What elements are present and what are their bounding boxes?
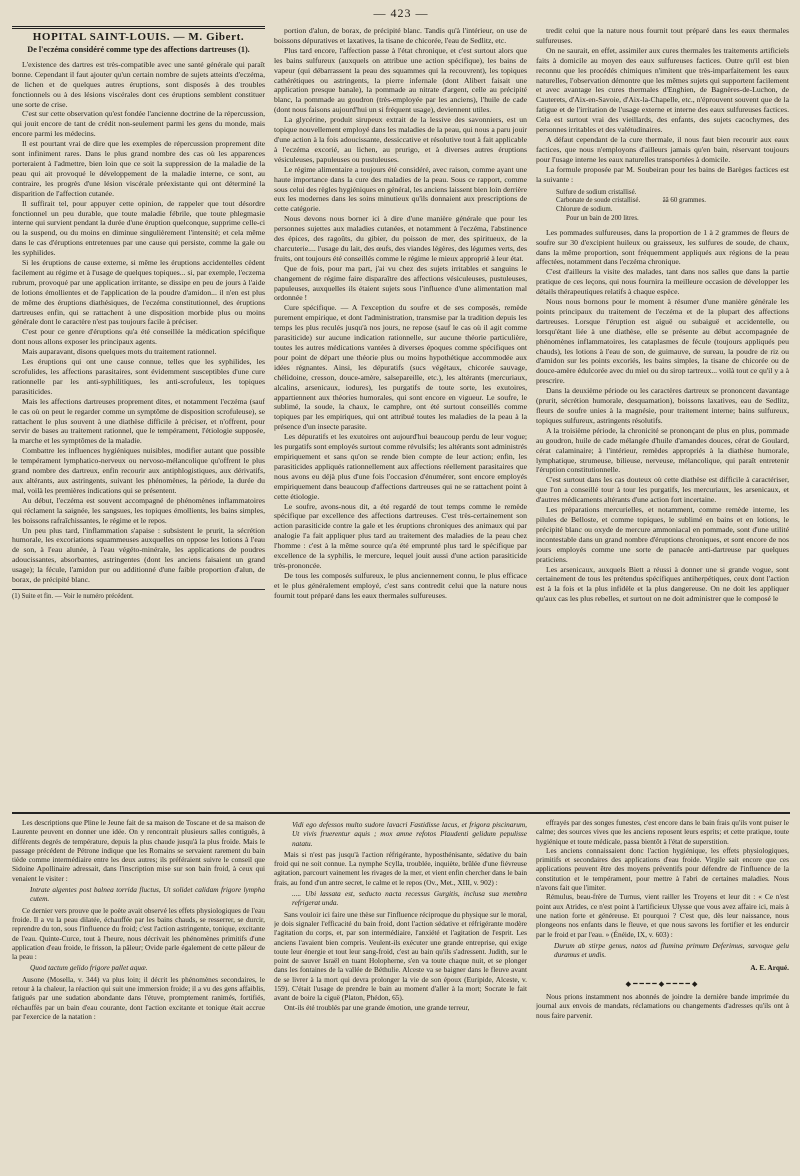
recipe-item: Chlorure de sodium. — [556, 206, 613, 214]
paragraph: tredit celui que la nature nous fournit tout préparé dans les eaux thermales sulfureuses. — [536, 26, 789, 45]
paragraph: De tous les composés sulfureux, le plus anciennement connu, le plus efficace et le plus généralement employé, c'est sans contredit celui que la nature nous fournit tout préparé dans les eaux thermales sulfureuses. — [274, 570, 527, 600]
paragraph: Cure spécifique. — A l'exception du soufre et de ses composés, remède purement empirique, et dont l'administration, transmise par la tradition depuis les temps les plus reculés jusqu'à nos jours, ne repose (sauf le cas où il agit comme parasiticide) sur aucune indication rationnelle, sur aucune théorie particulière, toutes les autres médications vantées à diverses époques comme spécifiques ont pour point de départ une théorie plus ou moins hypothétique accommodée aux idées régnantes. Ainsi, les dépuratifs (sucs végétaux, chicorée sauvage, chélidoine, cresson, douce-amère, salsepareille, etc.), les altérants (mercuriaux, alcalins, arsenicaux, iodures), les purgatifs de toute sorte, les exutoires, appartiennent aux théories humorales, qui sont encore en vigueur. Le soufre, le sublimé, la soude, la chaux, le camphre, ont été surtout conseillés comme topiques par les empiriques, qui ont attribué toutes les maladies de la peau à la présence d'un insecte parasite. — [274, 303, 527, 432]
paragraph: Nous nous bornons pour le moment à résumer d'une manière générale les points principaux du traitement de l'eczéma et de la plupart des affections dartreuses. Lorsque l'éruption est aiguë ou subaiguë et accidentelle, ou lorsqu'étant liée à une diathèse, elle se présente au début accompagnée de phénomènes inflammatoires, les cataplasmes de fécule (toujours appliqués peu chauds), les lotions à l'eau de son, de guimauve, de sureau, la poudre de riz ou d'amidon sur les points excoriés, les bains simples, la tisane de chicorée ou de douce-amère édulcorée avec du miel ou du sirop tartreux... voilà tout ce qu'il y a à prescrire. — [536, 297, 789, 386]
paragraph: Mais les affections dartreuses proprement dites, et notamment l'eczéma (sauf le cas où on peut le regarder comme un symptôme de disposition scrofuleuse), se rattachent le plus souvent à une diathèse difficile à préciser, et n'offrent, pour servir de bases au traitement rationnel, que le tempérament, l'étiologie supposée, la marche et les symptômes de la maladie. — [12, 396, 265, 446]
feuilleton-paragraph: effrayés par des songes funestes, c'est encore dans le bain frais qu'ils vont puiser le calme; des sources vives que les anciens reposent leurs esprits; et cette pratique, toute hygiénique et toute médicale, passa bientôt à l'état de superstition. — [536, 818, 789, 846]
footnote: (1) Suite et fin. — Voir le numéro précédent. — [12, 589, 265, 602]
paragraph: Il est pourtant vrai de dire que les exemples de répercussion proprement dite sont infiniment rares. Dans le plus grand nombre des cas où les apparences porteraient à l'admettre, bien loin que ce soit la suppression de la maladie de la peau qui ait provoqué le développement de la maladie interne, ce sont, au contraire, les progrès d'une lésion viscérale préexistante qui ont déterminé la disparition de l'affection cutanée. — [12, 139, 265, 198]
feuilleton-column-3 — [536, 818, 789, 1173]
author-signature: A. E. Arqué. — [750, 963, 789, 973]
feuilleton-columns — [12, 818, 790, 1173]
paragraph: C'est pour ce genre d'éruptions qu'a été conseillée la médication spécifique dont nous allons exposer les principaux agents. — [12, 327, 265, 347]
article-columns — [12, 26, 790, 806]
recipe-water: Pour un bain de 200 litres. — [566, 214, 639, 222]
paragraph: C'est sur cette observation qu'est fondée l'ancienne doctrine de la répercussion, qui jouit encore de tant de crédit non-seulement parmi les gens du monde, mais encore parmi les médecins. — [12, 109, 265, 139]
feuilleton-paragraph: Mais si n'est pas jusqu'à l'action réfrigérante, hyposthénisante, sédative du bain froid qui ne soit connue. La nymphe Scylla, troublée, inquiète, brûlée d'une fiévreuse agitation, parcourt vainement les rivages de la mer, et vient enfin chercher dans le bain frais, au fond d'un antre secret, le calme et le repos (Ov., Met., XIII, v. 902) : — [274, 849, 527, 887]
paragraph: C'est surtout dans les cas douteux où cette diathèse est difficile à caractériser, que l'on a conseillé tour à tour les purgatifs, les mercuriaux, les arsenicaux, et d'autres médicaments altérants d'une action fort incertaine. — [536, 475, 789, 505]
page-number: — 423 — — [373, 6, 429, 20]
paragraph: C'est d'ailleurs la visite des malades, tant dans nos salles que dans la partie pratique de ces leçons, qui nous fournira la meilleure occasion de développer les détails thérapeutiques relatifs à chaque espèce. — [536, 267, 789, 297]
paragraph: La glycérine, produit sirupeux extrait de la lessive des savonniers, est un topique nouvellement employé dans les maladies de la peau, qui nous a paru jouir d'une action à la fois adoucissante, dessiccative et résolutive tout à fait applicable à l'eczéma excorié, au lichen, au prurigo, et à diverses autres éruptions vésiculeuses, papuleuses ou pustuleuses. — [274, 115, 527, 164]
paragraph: portion d'alun, de borax, de précipité blanc. Tandis qu'à l'intérieur, on use de boissons dépuratives et laxatives, la tisane de chicorée, l'eau de Sedlitz, etc. — [274, 26, 527, 45]
column-3b-paragraphs — [536, 228, 789, 604]
feuilleton-column-1 — [12, 818, 265, 1173]
feuilleton-rule — [12, 812, 790, 814]
latin-verse: Intrate algentes post balnea torrida fluctus, Ut solidet calidam frigore lympha cutem. — [30, 885, 265, 904]
paragraph: La formule proposée par M. Soubeiran pour les bains de Barèges factices est la suivante : — [536, 164, 789, 184]
paragraph: Si les éruptions de cause externe, si même les éruptions accidentelles cèdent facilement au régime et à l'usage de quelques topiques... si, par exemple, l'eczema rubrum, provoqué par une application irritante, se dissipe en peu de jours à l'aide de lotions émollientes et de l'application de la poudre d'amidon... il n'en est plus de même des éruptions diathésiques, de l'eczéma constitutionnel, des éruptions dartreuses enfin, qui se rattachent à une disposition morbide plus ou moins générale dont le caractère n'est pas toujours facile à préciser. — [12, 258, 265, 327]
paragraph: Les dépuratifs et les exutoires ont aujourd'hui beaucoup perdu de leur vogue; les purgatifs sont employés surtout comme révulsifs; les altérants sont administrés empiriquement et sans qu'on se rende bien compte de leur action; enfin, les parasiticides appliqués rationnellement aux affections réellement parasitaires que nous avons eu déjà plus d'une fois l'occasion d'énumérer, sont encore employés empiriquement dans beaucoup d'affections dartreuses qui ne se rattachent point à cette étiologie. — [274, 432, 527, 501]
feuilleton-paragraph: Ont-ils été troublés par une grande émotion, une grande terreur, — [284, 1002, 470, 1012]
feuilleton-paragraph: Les descriptions que Pline le Jeune fait de sa maison de Toscane et de sa maison de Laurente peuvent en donner une idée. On y rencontrait plusieurs salles contiguës, à différents degrés de température, depuis la plus chaude jusqu'à la plus froide. Mais le passage précédent de Pétrone indique que les Romains se servaient rarement du bain tiède comme intermédiaire entre les deux autres; ils préféraient suivre le conseil que Sidoine Apollinaire adressait, dans l'inscription mise sur son bain froid, à ceux qui venaient le visiter : — [12, 818, 265, 883]
ornament-divider: ◆━━━━◆━━━━◆ — [625, 978, 700, 988]
paragraph: Au début, l'eczéma est souvent accompagné de phénomènes inflammatoires qui réclament la saignée, les sangsues, les topiques émollients, les bains simples, les boissons rafraîchissantes, le régime et le repos. — [12, 495, 265, 525]
article-column-1 — [12, 26, 265, 806]
recipe-item: Carbonate de soude cristallisé. — [556, 197, 641, 205]
paragraph: A la troisième période, la chronicité se prononçant de plus en plus, pommade au goudron, huile de cade mélangée d'huile d'amandes douces, cérat de Goulard, cérat calaminaire; à l'intérieur, remèdes appropriés à la diathèse humorale, lymphatique, strumeuse, bilieuse, nerveuse, mélancolique, qui paraît entretenir l'éruption constitutionnelle. — [536, 425, 789, 475]
feuilleton-paragraph: Rémulus, beau-frère de Turnus, vient railler les Troyens et leur dit : « Ce n'est point aux Atrides, ce n'est point à l'artificieux Ulysse que vous avez affaire ici, mais à une nation forte et généreuse. Et pourquoi ? C'est que, dès leur naissance, nous plongeons nos enfants dans le fleuve, et que nous savons les fortifier et les endurcir par le froid et par l'eau. » (Énéide, IX, v. 603) : — [536, 892, 789, 939]
paragraph: Que de fois, pour ma part, j'ai vu chez des sujets irritables et sanguins le changement de régime faire disparaître des affections vésiculeuses, pustuleuses, papuleuses, auxquelles ils étaient sujets sous l'influence d'une alimentation mal ordonnée ! — [274, 263, 527, 303]
paragraph: Plus tard encore, l'affection passe à l'état chronique, et c'est surtout alors que les bains sulfureux (auxquels on attribue une action spécifique), les bains de vapeur (qui débarrassent la peau des squammes qui la recouvrent), les topiques cathérétiques ou astringents, la pierre infernale (dont Alibert faisait une application presque banale), la pommade au nitrate d'argent, celle au précipité blanc, la pommade au goudron (très-employée par les anciens), l'huile de cade (dont nous faisons aujourd'hui un si fréquent usage), deviennent utiles. — [274, 45, 527, 115]
paragraph: Les arsenicaux, auxquels Biett a réussi à donner une si grande vogue, sont certainement de tous les prétendus spécifiques antiherpétiques, ceux dont l'action est à la fois et la plus infidèle et la plus dangereuse. On ne doit les appliquer qu'aux cas les plus rebelles, et surtout on ne doit administrer que le composé le — [536, 564, 789, 604]
subscriber-notice: Nous prions instamment nos abonnés de joindre la dernière bande imprimée du journal aux envois de mandats, réclamations ou changements d'adresses qu'ils ont à nous faire parvenir. — [536, 992, 789, 1020]
paragraph: Les éruptions qui ont une cause connue, telles que les syphilides, les scrofulides, les affections parasitaires, sont évidemment susceptibles d'une cure rationnelle par les anti-syphilitiques, les anti-scrofuleux, les topiques parasiticides. — [12, 357, 265, 396]
recipe-item: Sulfure de sodium cristallisé. — [556, 188, 637, 196]
recipe-quantity: ââ 60 grammes. — [662, 197, 706, 205]
paragraph: Dans la deuxième période ou les caractères dartreux se prononcent davantage (prurit, sécrétion humorale, desquamation), boissons laxatives, eau de Sedlitz, fleurs de soufre unies à la magnésie, pour traitement interne; bains sulfureux, topiques sulfureux, astringents résolutifs. — [536, 386, 789, 425]
header-rule — [12, 26, 265, 29]
article-column-2 — [274, 26, 527, 806]
feuilleton-paragraph: Sans vouloir ici faire une thèse sur l'influence réciproque du physique sur le moral, je dois signaler l'efficacité du bain froid, dont l'action sédative et réfrigérante modère l'agitation du corps, et, par son intermédiaire, l'anxiété et l'agitation de l'esprit. Les anciens l'avaient bien compris. Veulent-ils exécuter une grande entreprise, qui exige toute leur énergie et tout leur sang-froid, c'est au bain qu'ils s'adressent. Judith, sur le point de sauver Israël en tuant Holopherne, s'en va toute chaque nuit, et se plonger dans les fontaines de la vallée de Béthulie. Alceste va se baigner dans le fleuve avant de se livrer à la mort qui devra prolonger la vie de son époux (Euripide, Alceste, v. 159). C'était l'usage de prendre le bain au moment d'aller à la mort; Socrate le fait avant de boire la ciguë (Platon, Phédon, 65). — [274, 909, 527, 1003]
latin-verse: Quod tactum gelido frigore pallet aquæ. — [30, 963, 148, 973]
paragraph: On ne saurait, en effet, assimiler aux cures thermales les traitements artificiels faits à domicile au moyen des eaux sulfureuses factices. Outre qu'il est bien reconnu que les procédés chimiques n'imitent que très-imparfaitement les eaux naturelles, l'observation démontre que les mêmes sujets qui supportent facilement et avec avantage les cures thermales d'Enghien, de Bagnères-de-Luchon, de Cauterets, d'Aix-en-Savoie, d'Aix-la-Chapelle, etc., n'éprouvent souvent que de la fatigue et de l'irritation de l'usage externe et interne des eaux sulfureuses factices. Cela est surtout vrai des vieillards, des enfants, des sujets cacochymes, des personnes irritables et des valétudinaires. — [536, 45, 789, 135]
formula-recipe — [556, 189, 789, 224]
feuilleton-paragraph: Ce dernier vers prouve que le poète avait observé les effets physiologiques de l'eau froide. Il a vu la peau dilatée, échauffée par les bains chauds, se resserrer, se durcir, reprendre du ton, sous l'influence du froid; c'est l'action astringente, tonique, excitante de l'eau. Quinte-Curce, tout à l'heure, nous décrivait les phénomènes primitifs d'une application d'eau froide, le frisson, la pâleur; Ovide parle également de cette pâleur de la peau : — [12, 905, 265, 962]
feuilleton-column-2 — [274, 818, 527, 1173]
paragraph: Les préparations mercurielles, et notamment, comme remède interne, les pilules de Belloste, et comme topiques, le sublimé en bains et en lotions, le précipité blanc ou oxyde de mercure ammoniacal en pommade, sont d'une utilité incontestable dans un grand nombre d'éruptions chroniques, et sont encore de nos jours employés comme une sorte de panacée anti-dartreuse par quelques praticiens. — [536, 505, 789, 564]
paragraph: Les pommades sulfureuses, dans la proportion de 1 à 2 grammes de fleurs de soufre sur 30 d'excipient huileux ou graisseux, les sulfures de soude, de chaux, dans la même proportion, sont fréquemment appliqués aux régions de la peau affectées, notamment dans l'eczéma chronique. — [536, 227, 789, 267]
paragraph: Combattre les influences hygiéniques nuisibles, modifier autant que possible le tempérament lymphatico-nerveux ou nervoso-mélancolique qu'offrent le plus grand nombre des dartreux, enfin recourir aux antiphlogistiques, aux dérivatifs, aux altérants, aux astringents, suivant les phénomènes, la période, la durée du mal, voilà les premières indications qui se présentent. — [12, 446, 265, 495]
article-subtitle: De l'eczéma considéré comme type des affections dartreuses (1). — [27, 44, 250, 54]
latin-verse: Durum ab stirpe genus, natos ad flumina primum Deferimus, sævoque gelu duramus et undis. — [554, 940, 789, 960]
feuilleton-paragraph: Les anciens connaissaient donc l'action hygiénique, les effets physiologiques, primitifs et secondaires des applications d'eau froide. Virgile sait encore que ces applications peuvent être des moyens préventifs pour défendre de l'influence de la constitution et le tempérament, pour mettre à l'abri de certaines maladies. Nous n'avons fait que l'imiter. — [536, 845, 789, 893]
paragraph: Mais auparavant, disons quelques mots du traitement rationnel. — [22, 347, 217, 357]
paragraph: A défaut cependant de la cure thermale, il nous faut bien recourir aux eaux factices, que nous n'employons d'ailleurs jamais qu'en bain, réservant toujours pour l'usage interne les eaux naturelles transportées à domicile. — [536, 134, 789, 164]
paragraph: Un peu plus tard, l'inflammation s'apaise : subsistent le prurit, la sécrétion humorale, les excoriations squammeuses auxquelles on oppose les lotions à l'eau de son, à l'eau alunée, à l'eau végéto-minérale, les applications de poudres adoucissantes, absorbantes, astringentes (dont les anciens faisaient un grand usage); la fécule, l'amidon pur ou additionné d'une faible proportion d'alun, de borax, de précipité blanc. — [12, 525, 265, 585]
column-1-paragraphs — [12, 60, 265, 585]
paragraph: Nous devons nous borner ici à dire d'une manière générale que pour les personnes sujettes aux maladies cutanées, et notamment à l'eczéma, l'abstinence des épices, des ragoûts, du gibier, du poisson de mer, des spiritueux, de la charcuterie.... l'usage du lait, des œufs, des viandes légères, des légumes verts, des fruits, ont toujours été conseillés comme le régime le mieux approprié à leur état. — [274, 214, 527, 263]
section-title: HOPITAL SAINT-LOUIS. — M. Gibert. — [32, 31, 245, 43]
latin-verse: ..... Ubi lassata est, seducto nacta recessus Gurgitis, inclusa sua membra refrigerat unda. — [292, 889, 527, 908]
paragraph: Il suffirait tel, pour appuyer cette opinion, de rappeler que tout désordre fonctionnel un peu durable, que toute maladie fébrile, que toute phlegmasie interne qui survient pendant la durée d'une éruption quelconque, supprime celle-ci ou la suspend, ou du moins en diminue singulièrement l'intensité; et cela même dans le cas d'éruptions entretenues par une cause qui persiste, comme la gale ou les syphilides. — [12, 198, 265, 258]
column-2-paragraphs — [274, 26, 527, 601]
latin-verse: Vidi ego defessos multo sudore lavacri Fastidisse lacus, et frigora piscinarum, Ut vivis fruerentur aquis ; mox amne refotos Plaudenti gelidum pepulisse natatu. — [292, 820, 527, 848]
paragraph: Le régime alimentaire a toujours été considéré, avec raison, comme ayant une haute importance dans la cure des maladies de la peau. Sous ce rapport, comme sous celui des règles hygiéniques en général, les anciens laissent bien loin derrière eux les modernes dans les soins minutieux qu'ils donnaient aux prescriptions de cette catégorie. — [274, 164, 527, 214]
feuilleton-paragraph: Ausone (Mosella, v. 344) va plus loin; il décrit les phénomènes secondaires, le retour à la chaleur, la réaction qui suit une immersion froide; il a vu des gens affaiblis, fatigués par une sudation abondante dans l'étuve, promptement ranimés, fortifiés, réchauffés par un bain d'eau courante, dont l'action excitante et tonique était accrue par l'exercice de la natation : — [12, 974, 265, 1021]
article-column-3 — [536, 26, 789, 806]
paragraph: L'existence des dartres est très-compatible avec une santé générale qui paraît bonne. Cependant il faut ajouter qu'un certain nombre de sujets atteints d'eczéma, de lichen et de quelques autres éruptions, sont disposés à des troubles fonctionnels ou à des lésions viscérales dont ces éruptions semblent constituer une sorte de crise. — [12, 59, 265, 109]
paragraph: Le soufre, avons-nous dit, a été regardé de tout temps comme le remède spécifique par excellence des affections dartreuses. C'est très-certainement son action parasiticide contre la gale et les éruptions chroniques des animaux qui par analogie l'a fait appliquer plus tard au traitement des maladies de la peau chez l'homme : c'est à la même source qu'a été emprunté plus tard le spécifique par excellence de la syphilis, le mercure, lequel jouit aussi d'une action parasiticide très-prononcée. — [274, 501, 527, 570]
column-3-paragraphs — [536, 26, 789, 185]
